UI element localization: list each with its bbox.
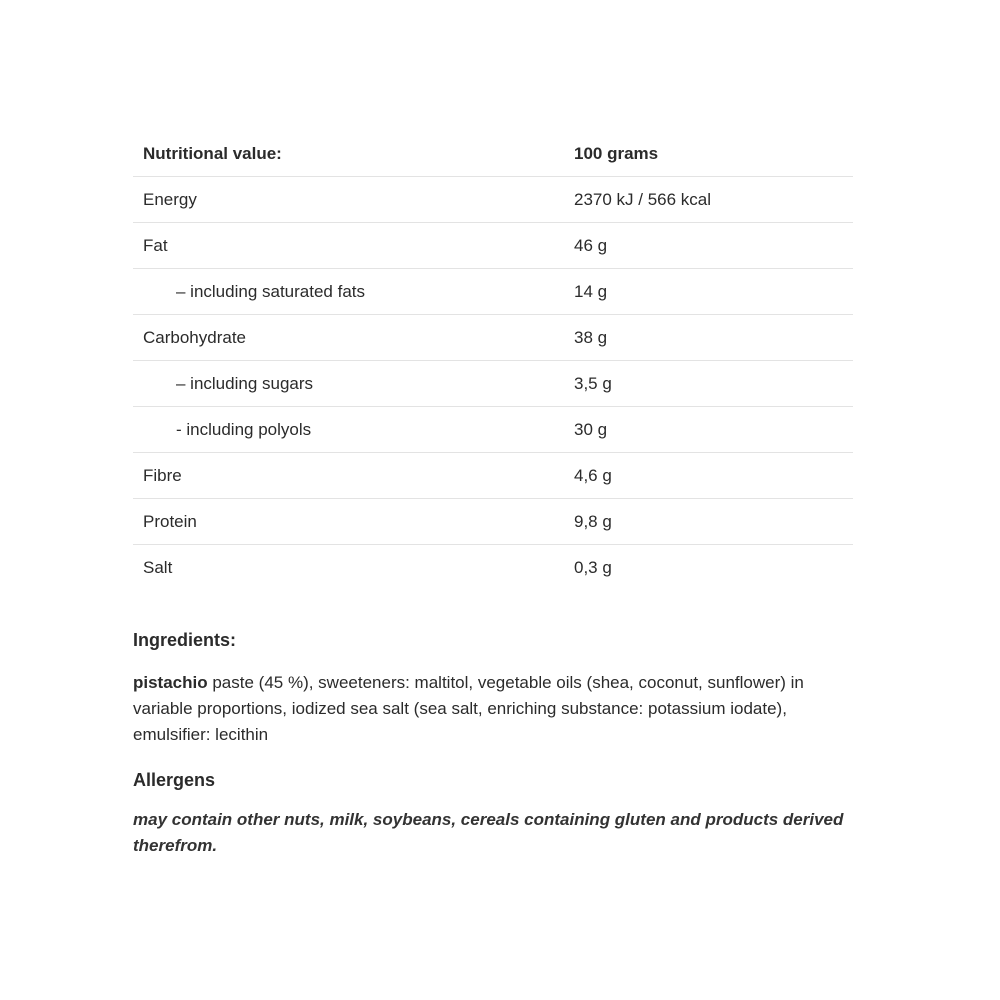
row-label: Fibre <box>133 453 574 499</box>
table-row <box>133 407 853 453</box>
row-label: – including saturated fats <box>176 281 366 301</box>
ingredients-bold-lead: pistachio <box>133 673 208 692</box>
row-value: 38 g <box>574 315 853 361</box>
row-label: – including sugars <box>176 373 314 393</box>
row-label: Protein <box>133 499 574 545</box>
ingredients-heading: Ingredients: <box>133 630 237 650</box>
row-value: 4,6 g <box>574 453 853 499</box>
row-value: 2370 kJ / 566 kcal <box>574 177 853 223</box>
table-row <box>133 223 853 269</box>
table-header-row <box>133 132 853 177</box>
table-row <box>133 499 853 545</box>
header-label: Nutritional value: <box>133 132 574 177</box>
table-row <box>133 361 853 407</box>
row-label: Energy <box>133 177 574 223</box>
row-label: Carbohydrate <box>133 315 574 361</box>
table-row <box>133 269 853 315</box>
row-label-indented <box>133 269 574 315</box>
row-value: 9,8 g <box>574 499 853 545</box>
row-value: 30 g <box>574 407 853 453</box>
ingredients-body: paste (45 %), sweeteners: maltitol, vegetable oils (shea, coconut, sunflower) in variable proportions, iodized sea salt (sea salt, enriching substance: potassium iodate), emulsifier: lecithin <box>133 673 804 744</box>
allergens-heading: Allergens <box>133 770 216 790</box>
row-label: Fat <box>133 223 574 269</box>
ingredients-text <box>133 670 853 748</box>
product-info <box>133 132 853 859</box>
nutrition-table <box>133 132 853 590</box>
header-value: 100 grams <box>574 132 853 177</box>
row-label: Salt <box>143 557 173 577</box>
allergens-text: may contain other nuts, milk, soybeans, cereals containing gluten and products derived therefrom. <box>133 810 844 855</box>
table-row <box>133 177 853 223</box>
row-value: 0,3 g <box>574 557 612 577</box>
row-value: 14 g <box>574 269 853 315</box>
row-label: - including polyols <box>176 419 312 439</box>
row-value: 3,5 g <box>574 361 853 407</box>
row-label-indented <box>133 407 574 453</box>
table-row <box>133 315 853 361</box>
row-label-indented <box>133 361 574 407</box>
row-value: 46 g <box>574 223 853 269</box>
table-row <box>133 453 853 499</box>
table-row <box>133 545 853 591</box>
